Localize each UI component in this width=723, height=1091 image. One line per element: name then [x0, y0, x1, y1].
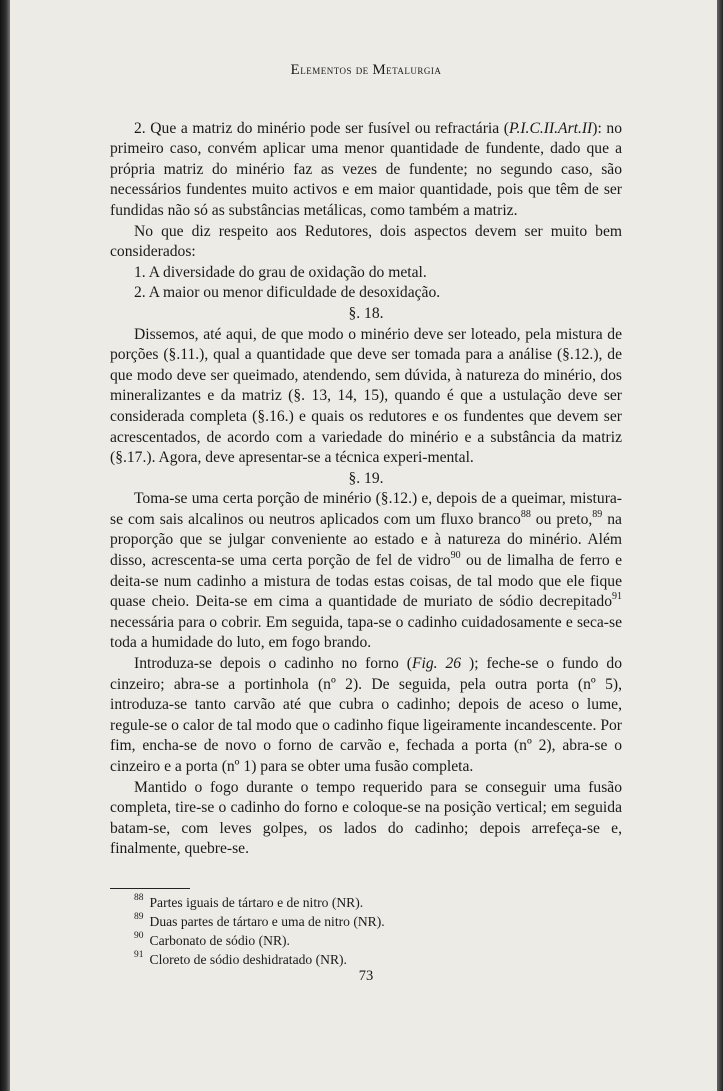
list-item: 2. A maior ou menor dificuldade de desoxidação.: [134, 284, 441, 302]
footnote-ref-90[interactable]: 90: [450, 549, 461, 561]
paragraph-furnace: Introduza-se depois o cadinho no forno (Fig. 26 ); feche-se o fundo do cinzeiro; abra-se a portinhola (nº 2). De seguida, pela outra porta (nº 5), introduza-se tanto carvão até que cubra o cadinho; depois de aceso o lume, regule-se o calor de tal modo que o cadinho fique ligeiramente incandescente. Por fim, encha-se de novo o forno de carvão e, fechada a porta (nº 2), abra-se o cinzeiro e a porta (nº 1) para se obter uma fusão completa.: [110, 655, 622, 775]
paragraph-fusible-matrix: 2. Que a matriz do minério pode ser fusível ou refractária (P.I.C.II.Art.II): no primeiro caso, convém aplicar uma menor quantidade de fundente, dado que a própria matriz do minério faz as vezes de fundente; no segundo caso, são necessários fundentes muito activos e em maior quantidade, pois que têm de ser fundidas não só as substâncias metálicas, como também a matriz.: [110, 119, 622, 219]
footnote-ref-89[interactable]: 89: [592, 508, 603, 520]
paragraph-fusion: Mantido o fogo durante o tempo requerido para se conseguir uma fusão completa, tire-se o cadinho do forno e coloque-se na posição vertical; em seguida batam-se, com leves golpes, os lados do cadinho; depois arrefeça-se e, finalmente, quebre-se.: [110, 778, 622, 858]
footnote-ref-88[interactable]: 88: [520, 508, 531, 520]
section-heading-18: §. 18.: [348, 304, 384, 322]
page-body: [110, 60, 622, 969]
running-head: Elementos de Metalurgia: [290, 62, 442, 78]
scan-edge-left: [0, 0, 10, 1091]
list-item: 1. A diversidade do grau de oxidação do metal.: [134, 263, 427, 281]
scan-edge-right: [717, 0, 723, 1091]
footnote-91: $^{91}$ Cloreto de sódio deshidratado (NR).: [134, 950, 347, 967]
footnote-90: $^{90}$ Carbonato de sódio (NR).: [134, 931, 290, 948]
footnote-89: $^{89}$ Duas partes de tártaro e uma de nitro (NR).: [134, 912, 385, 929]
paragraph-reducers: No que diz respeito aos Redutores, dois aspectos devem ser muito bem considerados:: [110, 222, 622, 261]
paragraph-procedure: Toma-se uma certa porção de minério (§.12.) e, depois de a queimar, mistura-se com sais alcalinos ou neutros aplicados com um fluxo branco$^{88}$ ou preto,$^{89}$ na proporção que se julgar conveniente ao estado e à natureza do minério. Além disso, acrescenta-se uma certa porção de fel de vidro$^{90}$ ou de limalha de ferro e deita-se num cadinho a mistura de todas estas coisas, de tal modo que ele fique quase cheio. Deita-se em cima a quantidade de muriato de sódio decrepitado$^{91}$ necessária para o cobrir. Em seguida, tapa-se o cadinho cuidadosamente e seca-se toda a humidade do luto, em fogo brando.: [110, 490, 622, 652]
footnote-88: $^{88}$ Partes iguais de tártaro e de nitro (NR).: [134, 893, 364, 910]
section-heading-19: §. 19.: [348, 469, 384, 487]
footnotes: [110, 893, 622, 969]
paragraph-summary: Dissemos, até aqui, de que modo o minério deve ser loteado, pela mistura de porções (§.11.), qual a quantidade que deve ser tomada para a análise (§.12.), de que modo deve ser queimado, atendendo, sem dúvida, à natureza do minério, dos mineralizantes e da matriz (§. 13, 14, 15), quando é que a ustulação deve ser considerada completa (§.16.) e quais os redutores e os fundentes que devem ser acrescentados, de acordo com a variedade do minério e a substância da matriz (§.17.). Agora, deve apresentar-se a técnica experi-mental.: [110, 325, 622, 467]
footnote-ref-91[interactable]: 91: [612, 591, 622, 603]
page-number: 73: [358, 968, 374, 984]
footnote-divider: [110, 888, 190, 889]
